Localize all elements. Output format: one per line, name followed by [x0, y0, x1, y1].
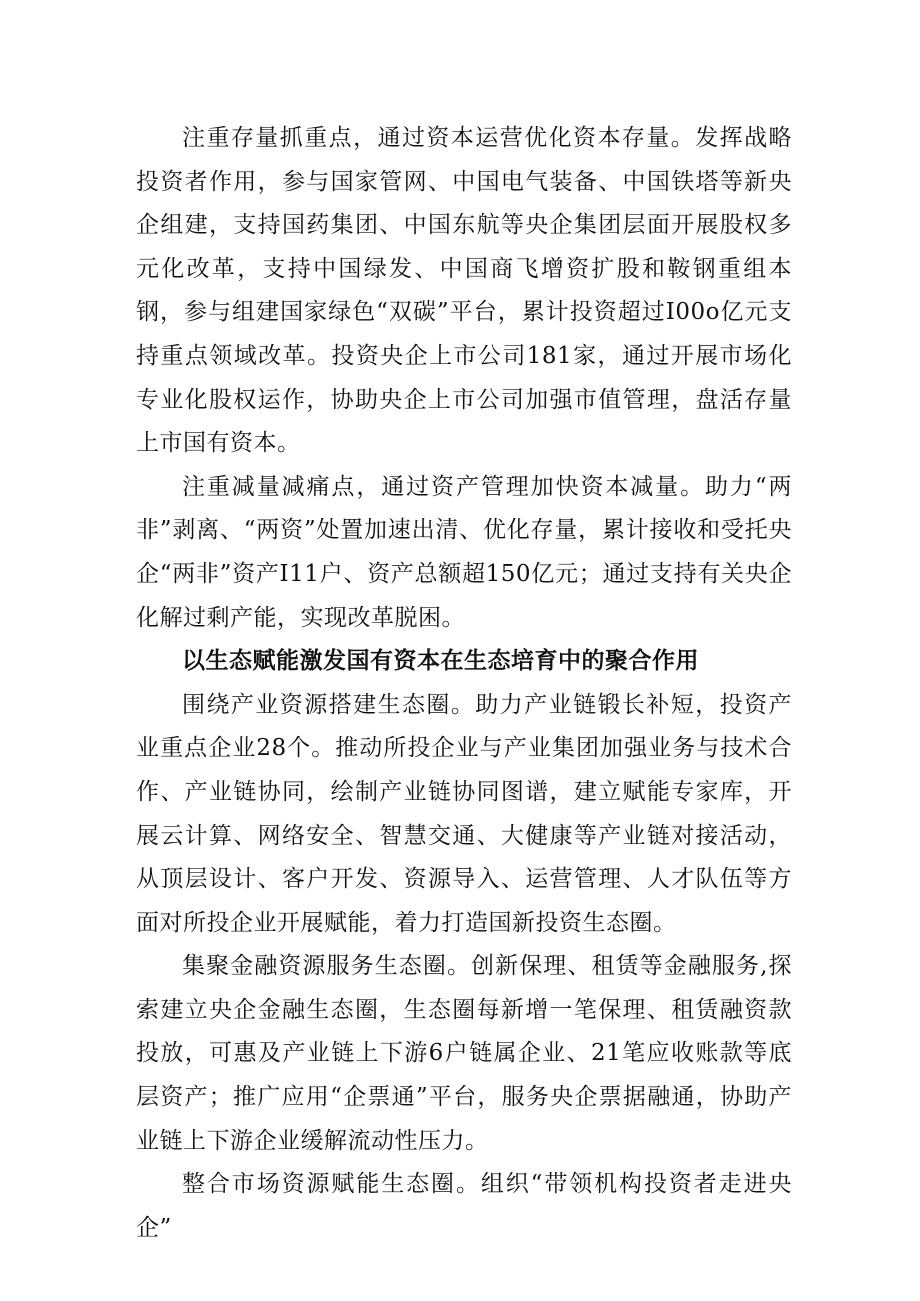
paragraph-finance-ecosystem: 集聚金融资源服务生态圈。创新保理、租赁等金融服务,探索建立央企金融生态圈，生态圈每新增一笔保理、租赁融资款投放，可惠及产业链上下游6户链属企业、21笔应收账款等底层资产；推广应用“企票通”平台，服务央企票据融通，协助产业链上下游企业缓解流动性压力。	[136, 953, 792, 1154]
paragraph-capital-operation: 注重存量抓重点，通过资本运营优化资本存量。发挥战略投资者作用，参与国家管网、中国电气装备、中国铁塔等新央企组建，支持国药集团、中国东航等央企集团层面开展股权多元化改革，支持中国绿发、中国商飞增资扩股和鞍钢重组本钢，参与组建国家绿色“双碳”平台，累计投资超过I00o亿元支持重点领域改革。投资央企上市公司181家，通过开展市场化专业化股权运作，协助央企上市公司加强市值管理，盘活存量上市国有资本。	[136, 125, 792, 457]
paragraph-industry-ecosystem: 围绕产业资源搭建生态圈。助力产业链锻长补短，投资产业重点企业28个。推动所投企业与产业集团加强业务与技术合作、产业链协同，绘制产业链协同图谱，建立赋能专家库，开展云计算、网络安全、智慧交通、大健康等产业链对接活动，从顶层设计、客户开发、资源导入、运营管理、人才队伍等方面对所投企业开展赋能，着力打造国新投资生态圈。	[136, 691, 792, 936]
paragraph-market-ecosystem: 整合市场资源赋能生态圈。组织“带领机构投资者走进央企”	[136, 1171, 792, 1241]
document-page	[136, 117, 792, 1250]
section-heading: 以生态赋能激发国有资本在生态培育中的聚合作用	[182, 648, 699, 675]
paragraph-asset-management: 注重减量减痛点，通过资产管理加快资本减量。助力“两非”剥离、“两资”处置加速出清、优化存量，累计接收和受托央企“两非”资产I11户、资产总额超150亿元；通过支持有关央企化解过剩产能，实现改革脱困。	[136, 473, 792, 631]
